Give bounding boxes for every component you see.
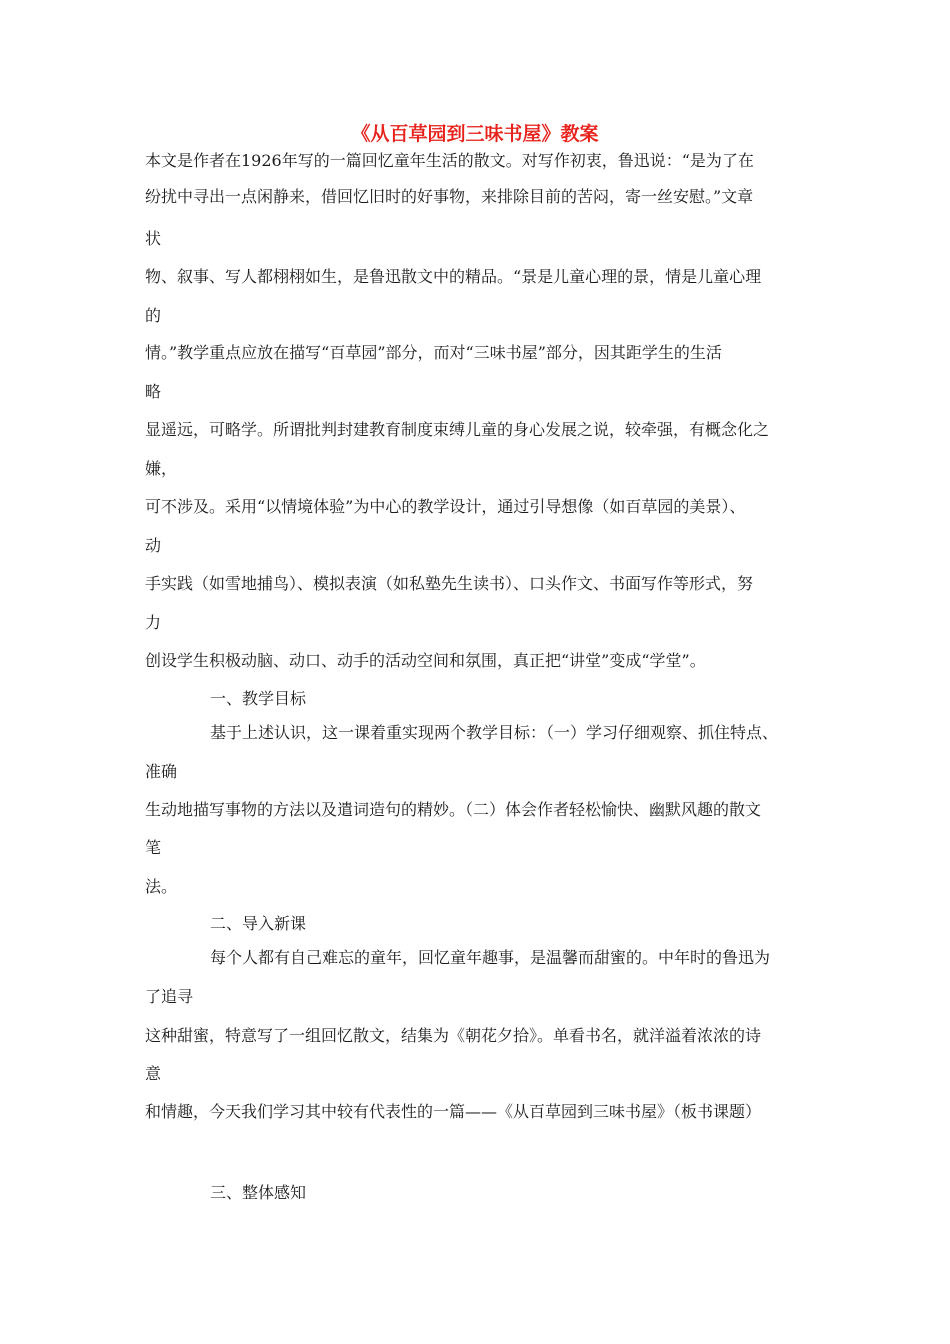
text-line: 意 (145, 1064, 162, 1083)
text-line: 手实践（如雪地捕鸟）、模拟表演（如私塾先生读书）、口头作文、书面写作等形式，努 (145, 574, 754, 593)
text-line: 和情趣，今天我们学习其中较有代表性的一篇——《从百草园到三味书屋》（板书课题） (145, 1102, 762, 1121)
text-line: 基于上述认识，这一课着重实现两个教学目标：（一）学习仔细观察、抓住特点、 (210, 723, 779, 742)
text-line: 创设学生积极动脑、动口、动手的活动空间和氛围，真正把“讲堂”变成“学堂”。 (145, 651, 706, 670)
section-heading: 二、导入新课 (210, 914, 307, 933)
text-line: 物、叙事、写人都栩栩如生，是鲁迅散文中的精品。“景是儿童心理的景，情是儿童心理 (145, 267, 762, 286)
text-line: 状 (145, 229, 162, 248)
text-line: 嫌， (145, 459, 178, 478)
text-line: 本文是作者在1926年写的一篇回忆童年生活的散文。对写作初衷，鲁迅说：“是为了在 (145, 151, 754, 170)
text-line: 法。 (145, 877, 178, 896)
text-line: 笔 (145, 838, 162, 857)
text-line: 每个人都有自己难忘的童年，回忆童年趣事，是温馨而甜蜜的。中年时的鲁迅为 (210, 948, 771, 967)
text-line: 生动地描写事物的方法以及遣词造句的精妙。（二）体会作者轻松愉快、幽默风趣的散文 (145, 800, 762, 819)
text-line: 纷扰中寻出一点闲静来，借回忆旧时的好事物，来排除目前的苦闷，寄一丝安慰。”文章 (145, 187, 754, 206)
section-heading: 一、教学目标 (210, 689, 307, 708)
text-line: 准确 (145, 762, 178, 781)
section-heading: 三、整体感知 (210, 1183, 307, 1202)
text-line: 显遥远，可略学。所谓批判封建教育制度束缚儿童的身心发展之说，较牵强，有概念化之 (145, 420, 770, 439)
text-line: 可不涉及。采用“以情境体验”为中心的教学设计，通过引导想像（如百草园的美景）、 (145, 497, 746, 516)
text-line: 情。”教学重点应放在描写“百草园”部分，而对“三味书屋”部分，因其距学生的生活 (145, 343, 722, 362)
document-title: 《从百草园到三味书屋》教案 (351, 123, 599, 145)
text-line: 动 (145, 536, 162, 555)
text-line: 的 (145, 306, 162, 325)
text-line: 力 (145, 613, 162, 632)
text-line: 了追寻 (145, 987, 194, 1006)
text-line: 这种甜蜜，特意写了一组回忆散文，结集为《朝花夕拾》。单看书名，就洋溢着浓浓的诗 (145, 1026, 762, 1045)
text-line: 略 (145, 382, 162, 401)
